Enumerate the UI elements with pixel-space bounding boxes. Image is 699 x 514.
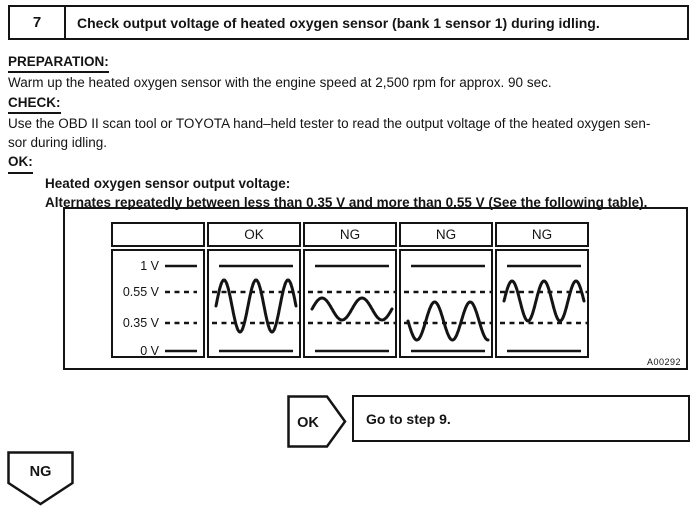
voltage-level-tick xyxy=(165,348,197,354)
waveform-svg xyxy=(497,251,591,360)
table-corner-cell xyxy=(111,222,205,247)
waveform-table xyxy=(111,222,589,358)
waveform-panel-4 xyxy=(495,249,589,358)
ng-badge-label: NG xyxy=(29,464,52,480)
ok-spec-title: Heated oxygen sensor output voltage: xyxy=(45,175,291,191)
waveform-panel-2 xyxy=(303,249,397,358)
instruction-text xyxy=(8,52,696,212)
preparation-label: PREPARATION: xyxy=(8,52,109,73)
voltage-level-text: 1 V xyxy=(140,259,159,273)
voltage-level-tick xyxy=(165,320,197,326)
check-text-line1: Use the OBD II scan tool or TOYOTA hand–held tester to read the output voltage of the heated oxygen sen- xyxy=(8,115,651,131)
verdict-header-4: NG xyxy=(495,222,589,247)
ok-action-box: Go to step 9. xyxy=(352,395,690,442)
check-label: CHECK: xyxy=(8,93,61,114)
sensor-voltage-wave xyxy=(408,302,488,340)
voltage-level-label xyxy=(123,284,197,300)
ok-label: OK: xyxy=(8,152,33,173)
voltage-level-label xyxy=(123,315,197,331)
ok-badge-label: OK xyxy=(297,415,319,431)
voltage-scale-cell xyxy=(111,249,205,358)
sensor-voltage-wave xyxy=(504,281,584,321)
figure-code: A00292 xyxy=(646,357,681,367)
voltage-level-label xyxy=(140,343,197,359)
voltage-level-text: 0.55 V xyxy=(122,285,159,299)
waveform-svg xyxy=(401,251,495,360)
waveform-svg xyxy=(209,251,303,360)
ok-badge xyxy=(287,395,347,448)
step-title: Check output voltage of heated oxygen sensor (bank 1 sensor 1) during idling. xyxy=(77,14,600,31)
voltage-level-label xyxy=(140,258,197,274)
ok-spec-detail: Alternates repeatedly between less than 0.35 V and more than 0.55 V (See the following table). xyxy=(45,195,648,211)
voltage-level-text: 0 V xyxy=(140,344,159,358)
voltage-level-tick xyxy=(165,289,197,295)
check-text-line2: sor during idling. xyxy=(8,135,108,151)
sensor-voltage-wave xyxy=(312,298,392,320)
waveform-panel-1 xyxy=(207,249,301,358)
verdict-header-2: NG xyxy=(303,222,397,247)
voltage-level-text: 0.35 V xyxy=(122,316,159,330)
verdict-header-1: OK xyxy=(207,222,301,247)
waveform-svg xyxy=(305,251,399,360)
ng-badge xyxy=(7,451,74,506)
step-header xyxy=(8,5,689,40)
voltage-level-tick xyxy=(165,263,197,269)
waveform-panel-3 xyxy=(399,249,493,358)
step-number: 7 xyxy=(10,7,66,38)
verdict-header-3: NG xyxy=(399,222,493,247)
waveform-figure xyxy=(63,207,688,370)
preparation-text: Warm up the heated oxygen sensor with the engine speed at 2,500 rpm for approx. 90 sec. xyxy=(8,75,552,91)
sensor-voltage-wave xyxy=(216,280,296,332)
